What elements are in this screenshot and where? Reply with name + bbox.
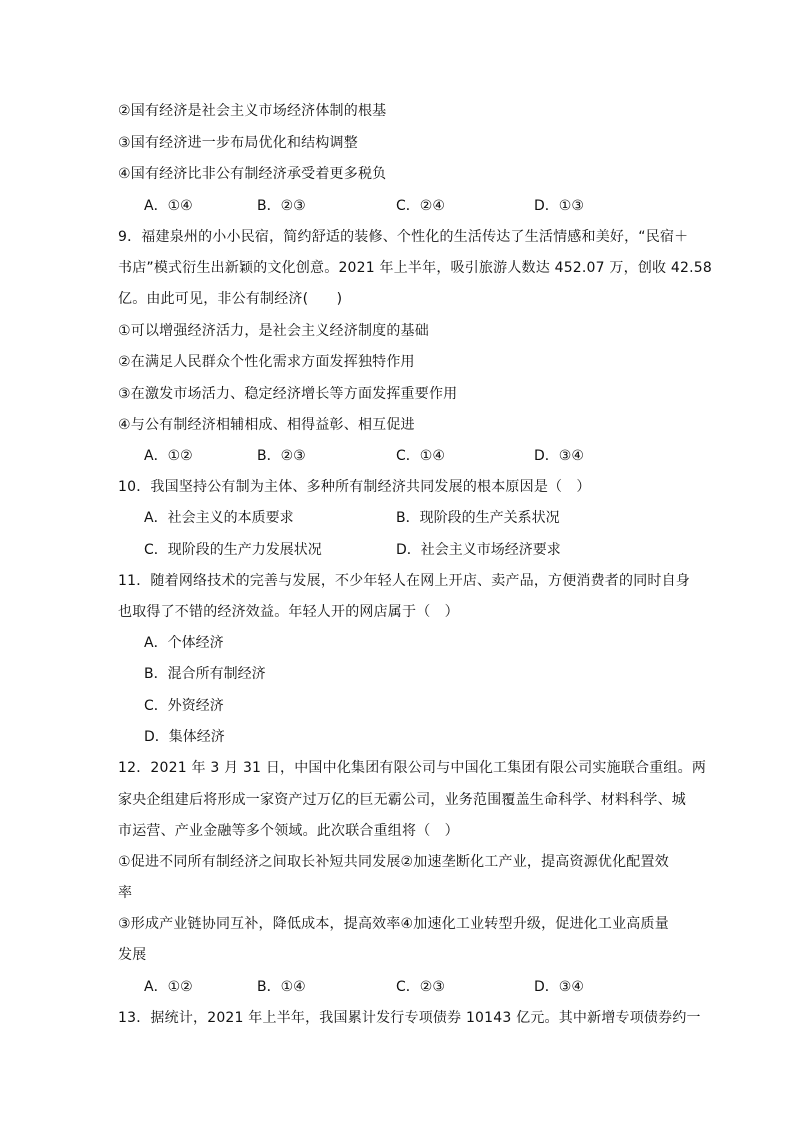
- q12-option-d: D．③④: [534, 979, 584, 995]
- q9-item-3: ③在激发市场活力、稳定经济增长等方面发挥重要作用: [118, 386, 458, 402]
- q8-option-d: D．①③: [534, 198, 584, 214]
- q12-option-a: A．①②: [144, 979, 193, 995]
- q9-option-c: C．①④: [396, 448, 445, 464]
- q12-stem-line-3: 市运营、产业金融等多个领域。此次联合重组将（ ）: [118, 823, 459, 839]
- q8-item-2: ②国有经济是社会主义市场经济体制的根基: [118, 103, 387, 119]
- q9-item-4: ④与公有制经济相辅相成、相得益彰、相互促进: [118, 417, 415, 433]
- q10-option-d: D．社会主义市场经济要求: [396, 542, 561, 558]
- q8-option-c: C．②④: [396, 198, 445, 214]
- q12-item-line-2: 率: [118, 885, 133, 901]
- q12-item-line-1: ①促进不同所有制经济之间取长补短共同发展②加速垄断化工产业，提高资源优化配置效: [118, 854, 669, 870]
- q9-stem-line-1: 9．福建泉州的小小民宿，简约舒适的装修、个性化的生活传达了生活情感和美好，“民宿＋: [118, 229, 689, 245]
- q9-option-b: B．②③: [257, 448, 306, 464]
- q12-option-b: B．①④: [257, 979, 306, 995]
- q9-stem-line-2: 书店”模式衍生出新颖的文化创意。2021 年上半年，吸引旅游人数达 452.07 万，创收 42.58: [118, 260, 712, 276]
- q9-option-a: A．①②: [144, 448, 193, 464]
- q11-stem-line-1: 11．随着网络技术的完善与发展，不少年轻人在网上开店、卖产品，方便消费者的同时自身: [118, 573, 691, 589]
- q10-option-c: C．现阶段的生产力发展状况: [144, 542, 322, 558]
- q12-item-line-4: 发展: [118, 947, 147, 963]
- q12-stem-line-1: 12．2021 年 3 月 31 日，中国中化集团有限公司与中国化工集团有限公司实施联合重组。两: [118, 760, 707, 776]
- q9-option-d: D．③④: [534, 448, 584, 464]
- q8-option-a: A．①④: [144, 198, 193, 214]
- q12-stem-line-2: 家央企组建后将形成一家资产过万亿的巨无霸公司，业务范围覆盖生命科学、材料科学、城: [118, 792, 686, 808]
- q11-option-c: C．外资经济: [144, 698, 224, 714]
- q8-option-b: B．②③: [257, 198, 306, 214]
- q13-stem-line-1: 13．据统计，2021 年上半年，我国累计发行专项债券 10143 亿元。其中新增专项债券约一: [118, 1010, 701, 1026]
- q8-item-3: ③国有经济进一步布局优化和结构调整: [118, 135, 358, 151]
- q11-option-d: D．集体经济: [144, 729, 225, 745]
- q11-option-b: B．混合所有制经济: [144, 666, 266, 682]
- q9-item-1: ①可以增强经济活力，是社会主义经济制度的基础: [118, 323, 429, 339]
- q9-item-2: ②在满足人民群众个性化需求方面发挥独特作用: [118, 354, 415, 370]
- q10-stem: 10．我国坚持公有制为主体、多种所有制经济共同发展的根本原因是（ ）: [118, 479, 591, 495]
- q10-option-b: B．现阶段的生产关系状况: [396, 510, 560, 526]
- q12-item-line-3: ③形成产业链协同互补，降低成本，提高效率④加速化工业转型升级，促进化工业高质量: [118, 916, 669, 932]
- q8-item-4: ④国有经济比非公有制经济承受着更多税负: [118, 166, 387, 182]
- q9-stem-line-3: 亿。由此可见，非公有制经济( ): [118, 291, 343, 307]
- q10-option-a: A．社会主义的本质要求: [144, 510, 294, 526]
- q11-option-a: A．个体经济: [144, 635, 224, 651]
- q12-option-c: C．②③: [396, 979, 445, 995]
- q11-stem-line-2: 也取得了不错的经济效益。年轻人开的网店属于（ ）: [118, 604, 459, 620]
